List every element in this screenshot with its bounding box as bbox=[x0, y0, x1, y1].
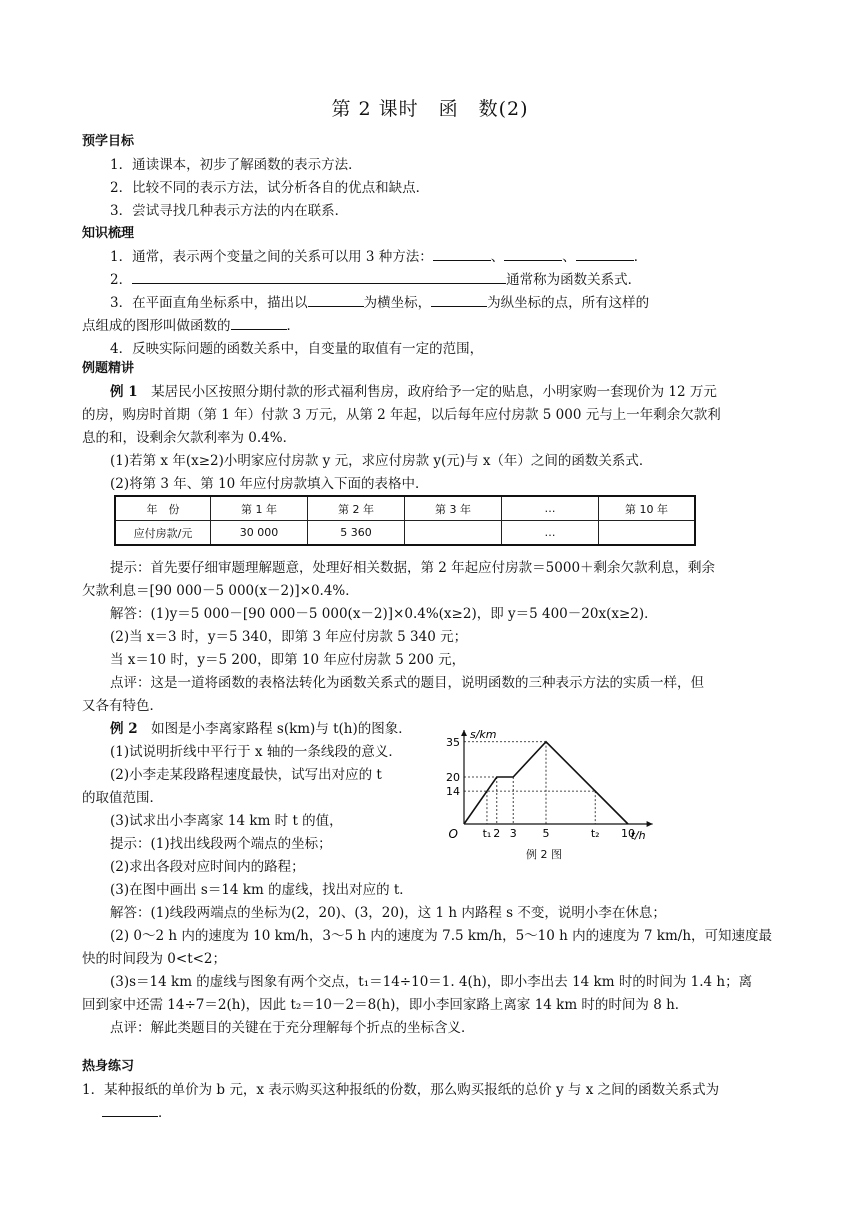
x-tick-label: 5 bbox=[542, 827, 550, 840]
example-1-text: 的房，购房时首期（第 1 年）付款 3 万元，从第 2 年起，以后每年应付房款 5 000 元与上一年剩余欠款利 bbox=[82, 407, 721, 423]
example-2-hint: (2)求出各段对应时间内的路程； bbox=[110, 859, 305, 875]
table-cell-answer[interactable] bbox=[599, 521, 696, 546]
section-heading-goals: 预学目标 bbox=[82, 134, 135, 149]
chart-caption: 例 2 图 bbox=[526, 848, 562, 861]
fill-blank[interactable] bbox=[504, 246, 562, 261]
knowledge-item-3-cont bbox=[82, 314, 782, 338]
example-label: 例 2 bbox=[110, 721, 138, 737]
page-title: 第 2 课时 函 数(2) bbox=[331, 98, 529, 120]
example-label: 例 1 bbox=[110, 384, 138, 400]
y-tick-label: 20 bbox=[446, 771, 460, 784]
knowledge-text: 点组成的图形叫做函数的 bbox=[82, 318, 231, 334]
fill-blank[interactable] bbox=[308, 292, 364, 307]
example-2-answer: (3)s＝14 km 的虚线与图象有两个交点，t₁＝14÷10＝1. 4(h)，即小李出去 14 km 时的时间为 1.4 h；离 bbox=[110, 974, 753, 990]
y-axis-arrow bbox=[461, 730, 467, 736]
x-tick-label: 3 bbox=[509, 827, 517, 840]
knowledge-text: 2． bbox=[110, 272, 133, 288]
example-2-hint: 提示：(1)找出线段两个端点的坐标； bbox=[110, 836, 332, 852]
example-1-answer: 解答：(1)y＝5 000－[90 000－5 000(x－2)]×0.4%(x≥2)，即 y＝5 400－20x(x≥2)． bbox=[110, 606, 658, 622]
table-header-cell: … bbox=[502, 496, 599, 521]
example-2-question: (3)试求出小李离家 14 km 时 t 的值， bbox=[110, 813, 343, 829]
example-2-answer: 回到家中还需 14÷7＝2(h)，因此 t₂＝10－2＝8(h)，即小李回家路上离家 14 km 时的时间为 8 h． bbox=[82, 997, 689, 1013]
punctuation: ． bbox=[633, 249, 648, 265]
x-axis-arrow bbox=[647, 821, 653, 827]
x-tick-label: t₁ bbox=[482, 827, 492, 840]
knowledge-text: 为横坐标， bbox=[363, 295, 432, 311]
x-tick-label: 10 bbox=[621, 827, 635, 840]
example-2-answer: 解答：(1)线段两端点的坐标为(2，20)、(3，20)，这 1 h 内路程 s 不变，说明小李在休息； bbox=[110, 905, 666, 921]
table-cell: … bbox=[502, 521, 599, 546]
practice-item-1: 1．某种报纸的单价为 b 元，x 表示购买这种报纸的份数，那么购买报纸的总价 y 与 x 之间的函数关系式为 bbox=[82, 1082, 720, 1098]
table-header-cell: 第 10 年 bbox=[599, 496, 696, 521]
table-cell: 5 360 bbox=[308, 521, 405, 546]
example-1-text bbox=[110, 380, 810, 404]
example-2-hint: (3)在图中画出 s＝14 km 的虚线，找出对应的 t． bbox=[110, 882, 413, 898]
knowledge-item-2 bbox=[110, 268, 810, 292]
table-cell: 应付房款/元 bbox=[115, 521, 211, 546]
goal-item: 1．通读课本，初步了解函数的表示方法． bbox=[110, 157, 362, 173]
fill-blank[interactable] bbox=[431, 292, 487, 307]
section-heading-examples: 例题精讲 bbox=[82, 361, 135, 376]
table-header-cell: 第 3 年 bbox=[405, 496, 502, 521]
example-2-question: 的取值范围． bbox=[82, 790, 163, 806]
table-row bbox=[115, 521, 695, 546]
knowledge-item-1: 1．通常，表示两个变量之间的关系可以用 3 种方法： 、 、 ． bbox=[110, 245, 810, 269]
example-1-question: (2)将第 3 年、第 10 年应付房款填入下面的表格中． bbox=[110, 476, 429, 492]
y-tick-label: 35 bbox=[446, 735, 460, 749]
goal-item: 2．比较不同的表示方法，试分析各自的优点和缺点． bbox=[110, 180, 430, 196]
table-header-cell: 第 2 年 bbox=[308, 496, 405, 521]
table-cell-answer[interactable] bbox=[405, 521, 502, 546]
x-tick-label: t₂ bbox=[590, 827, 600, 840]
example-1-hint: 提示：首先要仔细审题理解题意，处理好相关数据，第 2 年起应付房款＝5000＋剩余欠款利息，剩余 bbox=[110, 560, 716, 576]
punctuation: ． bbox=[286, 318, 300, 334]
fill-blank[interactable] bbox=[102, 1102, 158, 1117]
example-1-answer: (2)当 x＝3 时，y＝5 340，即第 3 年应付房款 5 340 元； bbox=[110, 629, 468, 645]
x-axis-label: t/h bbox=[630, 829, 646, 840]
example-2-review: 点评：解此类题目的关键在于充分理解每个折点的坐标含义． bbox=[110, 1020, 475, 1036]
example-2-question: (1)试说明折线中平行于 x 轴的一条线段的意义． bbox=[110, 744, 402, 760]
distance-time-chart bbox=[440, 712, 680, 840]
payment-table bbox=[114, 495, 696, 546]
y-tick-label: 14 bbox=[446, 785, 460, 799]
y-axis-label: s/km bbox=[470, 728, 497, 741]
section-heading-practice: 热身练习 bbox=[82, 1059, 135, 1074]
table-row bbox=[115, 496, 695, 521]
table-cell: 30 000 bbox=[211, 521, 308, 546]
example-2-answer: (2) 0～2 h 内的速度为 10 km/h，3～5 h 内的速度为 7.5 km/h，5～10 h 内的速度为 7 km/h，可知速度最 bbox=[110, 928, 773, 944]
knowledge-text: 为纵坐标的点，所有这样的 bbox=[487, 295, 650, 311]
knowledge-text: 1．通常，表示两个变量之间的关系可以用 3 种方法： bbox=[110, 249, 433, 265]
table-header-cell: 第 1 年 bbox=[211, 496, 308, 521]
example-1-text: 息的和，设剩余欠款利率为 0.4%． bbox=[82, 430, 297, 446]
fill-blank[interactable] bbox=[576, 246, 634, 261]
punctuation: ． bbox=[158, 1105, 172, 1121]
section-heading-knowledge: 知识梳理 bbox=[82, 226, 135, 241]
practice-item-1-cont bbox=[82, 1101, 782, 1125]
knowledge-item-4: 4．反映实际问题的函数关系中，自变量的取值有一定的范围， bbox=[110, 341, 484, 357]
knowledge-text: 通常称为函数关系式． bbox=[506, 272, 642, 288]
knowledge-item-3 bbox=[110, 291, 810, 315]
example-1-answer: 当 x＝10 时，y＝5 200，即第 10 年应付房款 5 200 元， bbox=[110, 652, 466, 668]
table-header-cell: 年 份 bbox=[115, 496, 211, 521]
x-tick-label: 2 bbox=[493, 827, 501, 840]
fill-blank[interactable] bbox=[433, 246, 491, 261]
example-2-answer: 快的时间段为 0<t<2； bbox=[82, 951, 227, 967]
example-1-hint: 欠款利息＝[90 000－5 000(x－2)]×0.4%． bbox=[82, 583, 359, 599]
fill-blank[interactable] bbox=[231, 315, 287, 330]
example-2-question: (2)小李走某段路程速度最快，试写出对应的 t bbox=[110, 767, 382, 783]
example-text: 如图是小李离家路程 s(km)与 t(h)的图象． bbox=[137, 721, 412, 737]
goal-item: 3．尝试寻找几种表示方法的内在联系． bbox=[110, 203, 349, 219]
knowledge-text: 3．在平面直角坐标系中，描出以 bbox=[110, 295, 308, 311]
example-1-review: 又各有特色． bbox=[82, 698, 163, 714]
example-1-question: (1)若第 x 年(x≥2)小明家应付房款 y 元，求应付房款 y(元)与 x（年）之间的函数关系式． bbox=[110, 453, 653, 469]
origin-label: O bbox=[448, 827, 458, 840]
example-1-review: 点评：这是一道将函数的表格法转化为函数关系式的题目，说明函数的三种表示方法的实质一样，但 bbox=[110, 675, 704, 691]
example-text: 某居民小区按照分期付款的形式福利售房，政府给予一定的贴息，小明家购一套现价为 12 万元 bbox=[137, 384, 717, 400]
fill-blank[interactable] bbox=[132, 269, 506, 284]
